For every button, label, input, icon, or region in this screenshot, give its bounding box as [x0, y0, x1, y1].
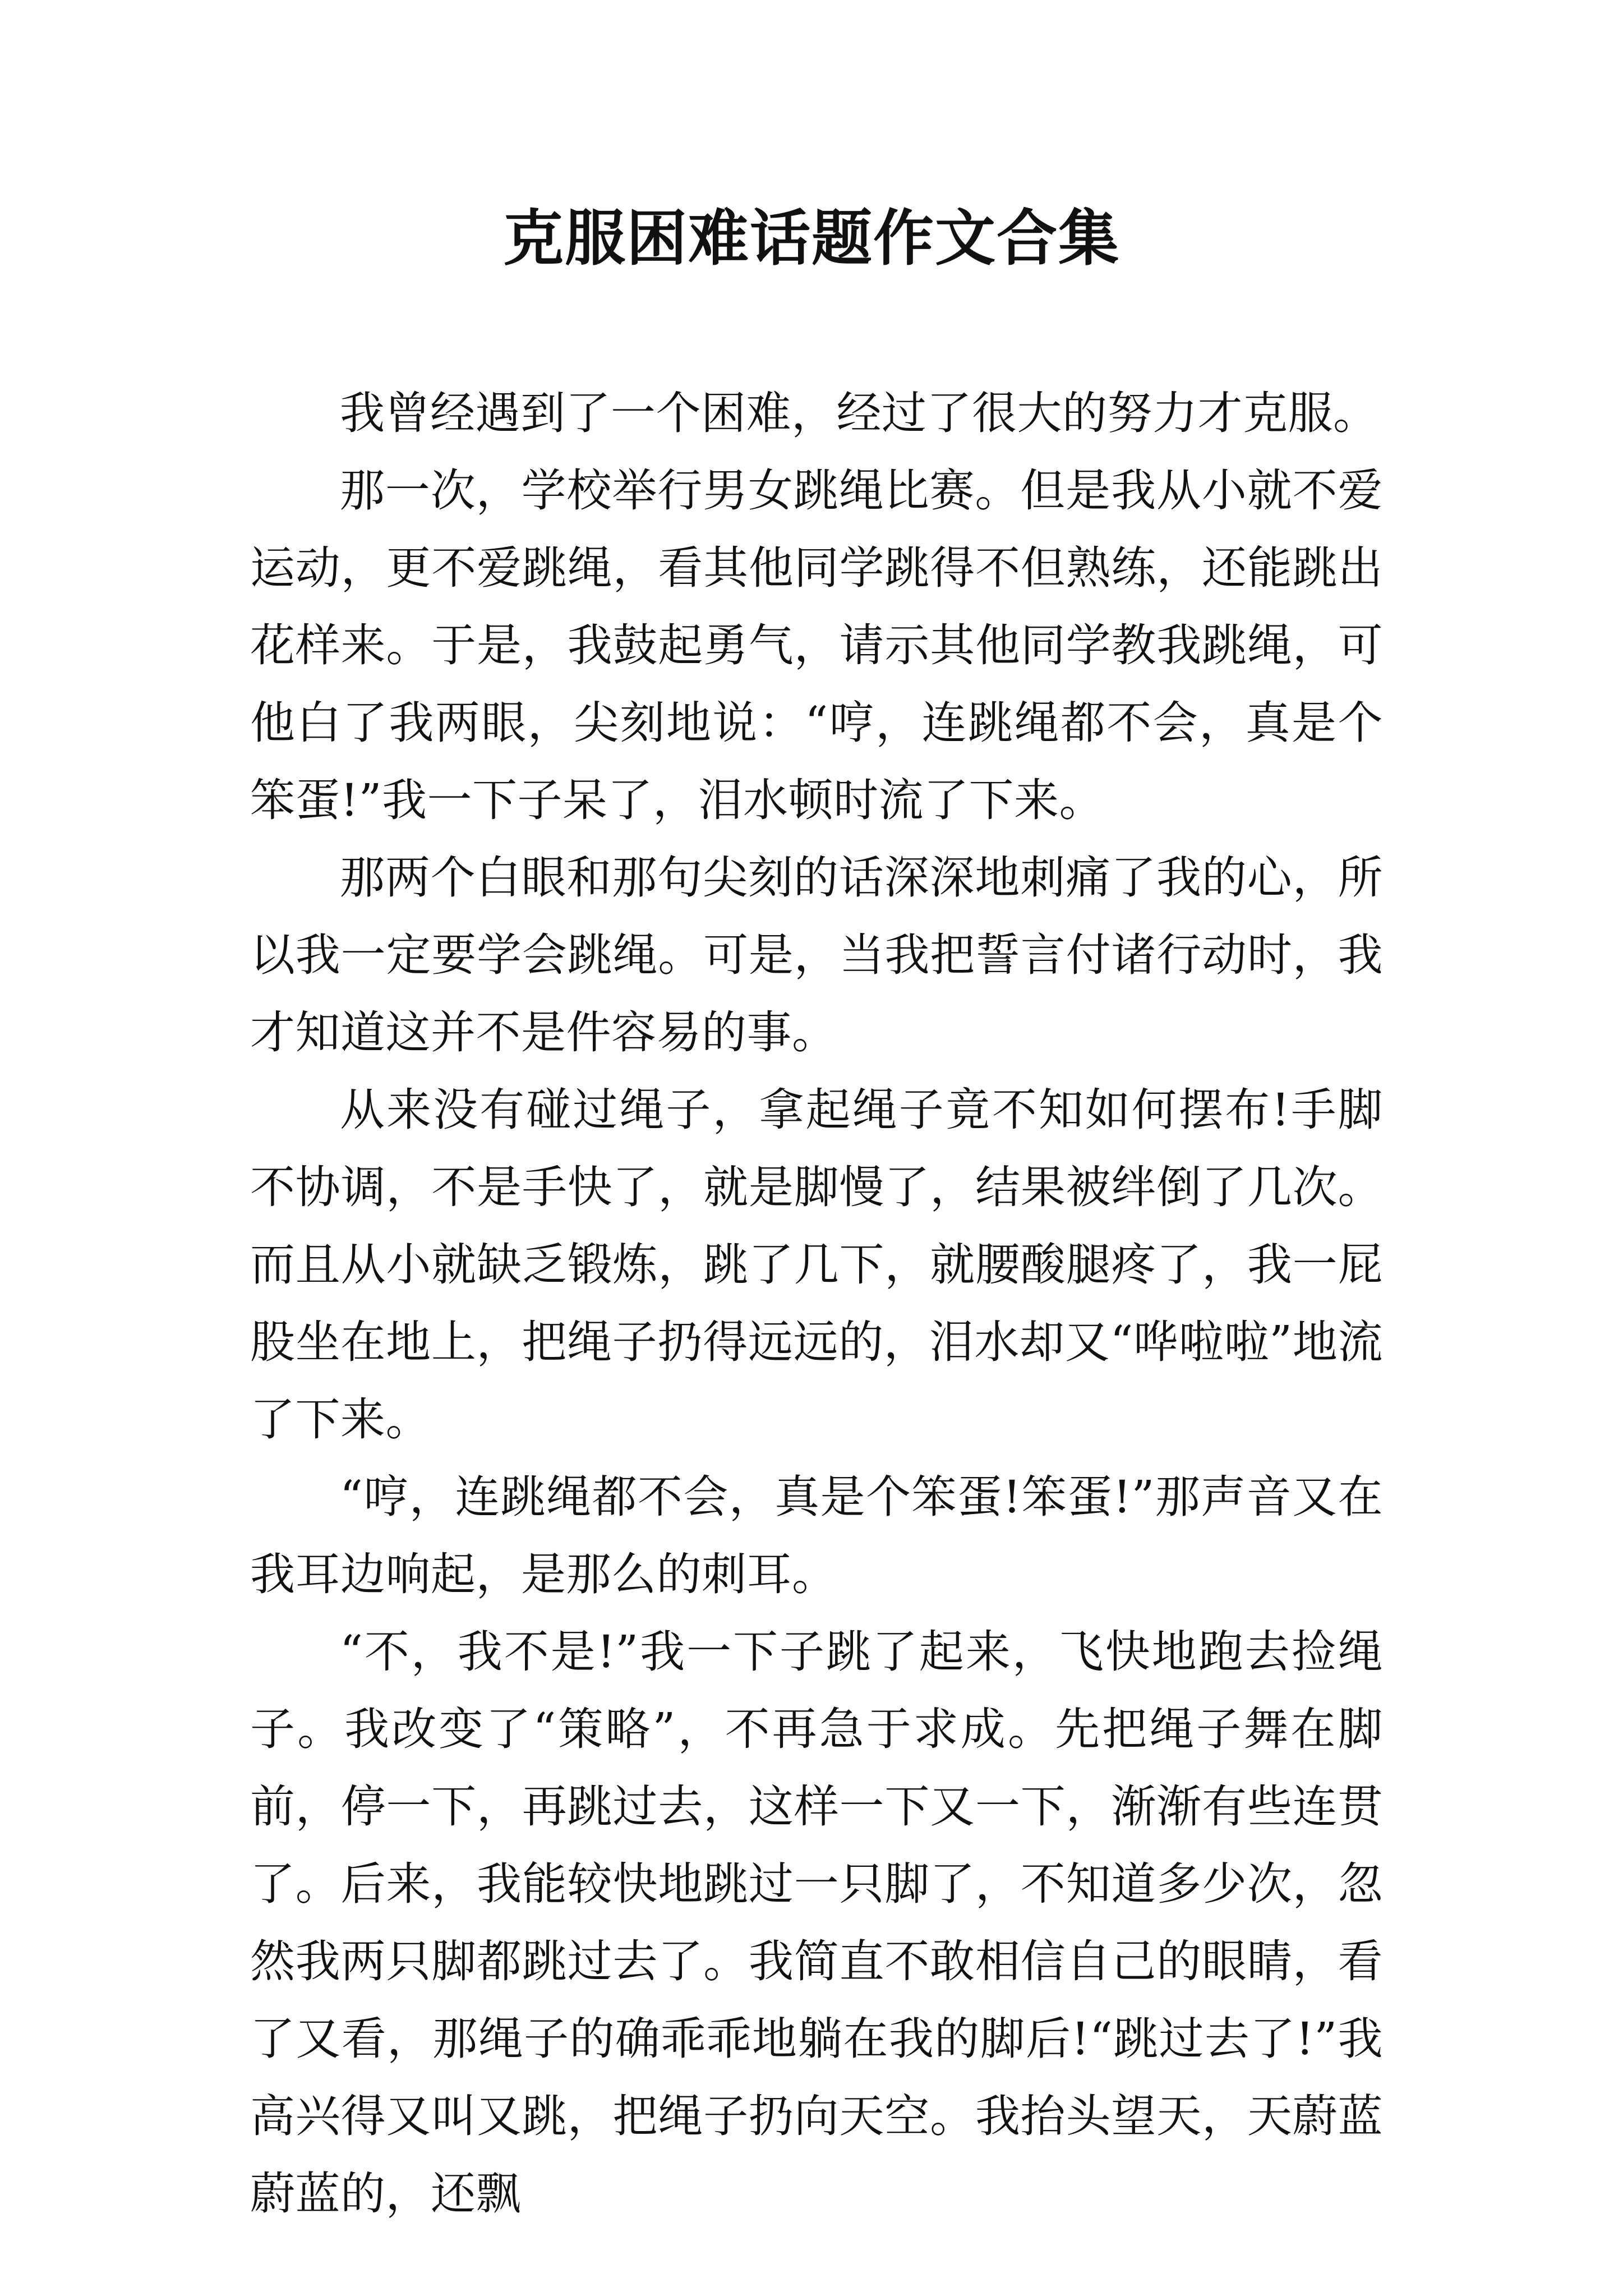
document-body — [250, 375, 1383, 2233]
paragraph: 从来没有碰过绳子，拿起绳子竟不知如何摆布!手脚不协调，不是手快了，就是脚慢了，结果被绊倒了几次。而且从小就缺乏锻炼，跳了几下，就腰酸腿疼了，我一屁股坐在地上，把绳子扔得远远的，泪水却又“哗啦啦”地流了下来。 — [250, 1084, 1383, 1446]
paragraph: “不，我不是!”我一下子跳了起来，飞快地跑去捡绳子。我改变了“策略”，不再急于求成。先把绳子舞在脚前，停一下，再跳过去，这样一下又一下，渐渐有些连贯了。后来，我能较快地跳过一只脚了，不知道多少次，忽然我两只脚都跳过去了。我简直不敢相信自己的眼睛，看了又看，那绳子的确乖乖地躺在我的脚后!“跳过去了!”我高兴得又叫又跳，把绳子扔向天空。我抬头望天，天蔚蓝蔚蓝的，还飘 — [250, 1626, 1383, 2220]
paragraph: “哼，连跳绳都不会，真是个笨蛋!笨蛋!”那声音又在我耳边响起，是那么的刺耳。 — [250, 1471, 1383, 1600]
paragraph: 那一次，学校举行男女跳绳比赛。但是我从小就不爱运动，更不爱跳绳，看其他同学跳得不但熟练，还能跳出花样来。于是，我鼓起勇气，请示其他同学教我跳绳，可他白了我两眼，尖刻地说：“哼，连跳绳都不会，真是个笨蛋!”我一下子呆了，泪水顿时流了下来。 — [250, 464, 1383, 826]
paragraph: 我曾经遇到了一个困难，经过了很大的努力才克服。 — [340, 387, 1378, 439]
paragraph: 那两个白眼和那句尖刻的话深深地刺痛了我的心，所以我一定要学会跳绳。可是，当我把誓言付诸行动时，我才知道这并不是件容易的事。 — [250, 852, 1383, 1059]
document-title: 克服困难话题作文合集 — [502, 203, 1120, 274]
